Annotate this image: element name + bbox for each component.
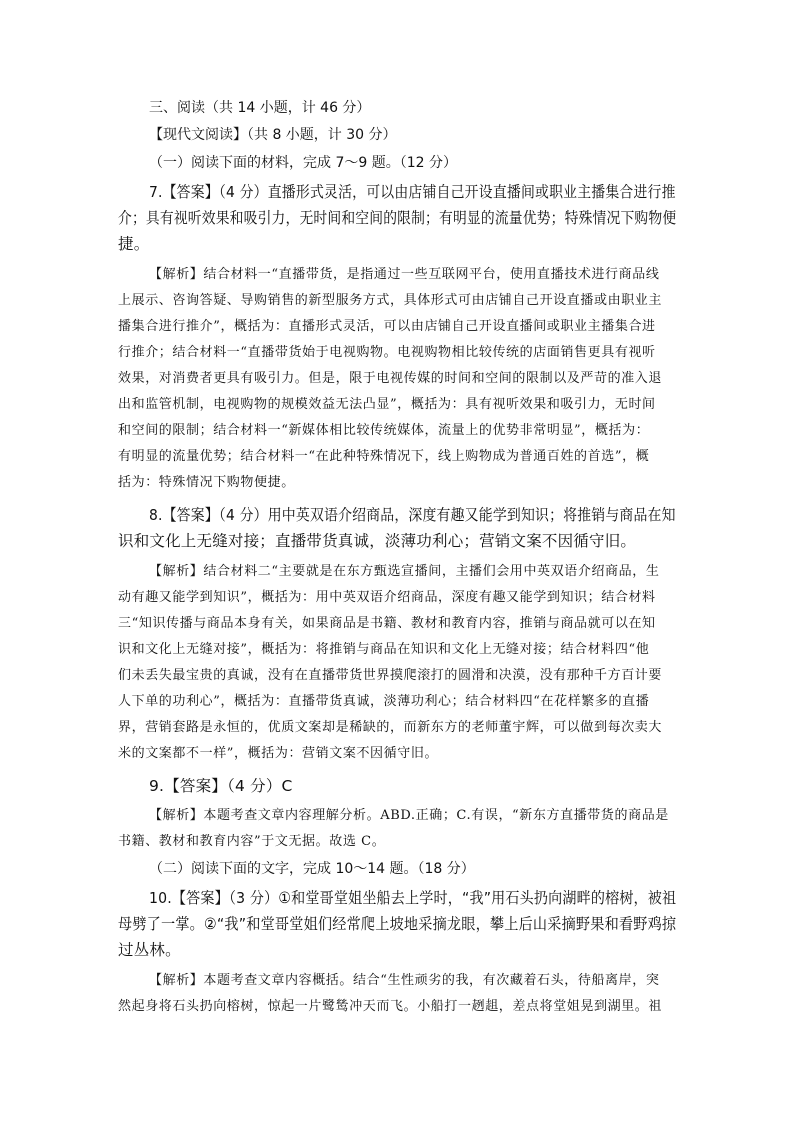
q8-answer-line: 识和文化上无缝对接；直播带货真诚，淡薄功利心；营销文案不因循守旧。 xyxy=(118,532,637,550)
modern-reading-heading: 【现代文阅读】（共 8 小题，计 30 分） xyxy=(149,127,397,143)
q8-analysis-line: 界，营销套路是永恒的，优质文案却是稀缺的，而新东方的老师董宇辉，可以做到每次卖大 xyxy=(118,720,663,735)
q9-answer-line: 9.【答案】（4 分）C xyxy=(149,777,293,795)
q8-analysis-line: 【解析】结合材料二“主要就是在东方甄选宣播间，主播们会用中英双语介绍商品，生 xyxy=(149,564,660,579)
part2-instruction: （二）阅读下面的文字，完成 10～14 题。（18 分） xyxy=(149,861,475,877)
q8-analysis-line: 人下单的功利心”，概括为：直播带货真诚，淡薄功利心；结合材料四“在花样繁多的直播 xyxy=(118,694,650,709)
q7-analysis-line: 播集合进行推介”，概括为：直播形式灵活，可以由店铺自己开设直播间或职业主播集合进 xyxy=(118,319,656,334)
q7-analysis-line: 行推介；结合材料一“直播带货始于电视购物。电视购物相比较传统的店面销售更具有视听 xyxy=(118,345,656,360)
q8-analysis-line: 动有趣又能学到知识”，概括为：用中英双语介绍商品，深度有趣又能学到知识；结合材料 xyxy=(118,590,656,605)
q7-answer-line: 7.【答案】（4 分）直播形式灵活，可以由店铺自己开设直播间或职业主播集合进行推 xyxy=(149,183,676,201)
q10-answer-line: 10.【答案】（3 分）①和堂哥堂姐坐船去上学时，“我”用石头扔向湖畔的榕树，被祖 xyxy=(149,889,677,907)
q8-analysis-line: 米的文案都不一样”，概括为：营销文案不因循守旧。 xyxy=(118,746,439,761)
q9-analysis-line: 【解析】本题考查文章内容理解分析。ABD.正确；C.有误，“新东方直播带货的商品是 xyxy=(149,808,669,823)
q8-analysis-line: 们未丢失最宝贵的真诚，没有在直播带货世界摸爬滚打的圆滑和决漠，没有那种千方百计要 xyxy=(118,668,663,683)
q10-analysis-line: 然起身将石头扔向榕树，惊起一片鹭鸶冲天而飞。小船打一趔趄，差点将堂姐晃到湖里。祖 xyxy=(118,999,663,1014)
q7-analysis-line: 括为：特殊情况下购物便捷。 xyxy=(118,475,295,490)
q10-answer-line: 母劈了一掌。②“我”和堂哥堂姐们经常爬上坡地采摘龙眼，攀上后山采摘野果和看野鸡掠 xyxy=(118,915,677,933)
part1-instruction: （一）阅读下面的材料，完成 7～9 题。（12 分） xyxy=(149,155,457,171)
q8-analysis-line: 三“知识传播与商品本身有关，如果商品是书籍、教材和教育内容，推销与商品就可以在知 xyxy=(118,616,656,631)
q7-analysis-line: 上展示、咨询答疑、导购销售的新型服务方式，具体形式可由店铺自己开设直播或由职业主 xyxy=(118,293,663,308)
q7-analysis-line: 效果，对消费者更具有吸引力。但是，限于电视传媒的时间和空间的限制以及严苛的准入退 xyxy=(118,371,663,386)
q10-answer-line: 过丛林。 xyxy=(118,941,181,959)
section-heading: 三、阅读（共 14 小题，计 46 分） xyxy=(149,100,371,116)
q7-analysis-line: 【解析】结合材料一“直播带货，是指通过一些互联网平台，使用直播技术进行商品线 xyxy=(149,267,660,282)
q7-analysis-line: 和空间的限制；结合材料一“新媒体相比较传统媒体，流量上的优势非常明显”，概括为： xyxy=(118,423,650,438)
q9-analysis-line: 书籍、教材和教育内容”于文无据。故选 C。 xyxy=(118,834,386,849)
q7-answer-line: 捷。 xyxy=(118,235,150,253)
q8-answer-line: 8.【答案】（4 分）用中英双语介绍商品，深度有趣又能学到知识；将推销与商品在知 xyxy=(149,506,676,524)
q7-analysis-line: 出和监管机制，电视购物的规模效益无法凸显”，概括为：具有视听效果和吸引力，无时间 xyxy=(118,397,656,412)
q8-analysis-line: 识和文化上无缝对接”，概括为：将推销与商品在知识和文化上无缝对接；结合材料四“他 xyxy=(118,642,650,657)
q7-analysis-line: 有明显的流量优势；结合材料一“在此种特殊情况下，线上购物成为普通百姓的首选”，概 xyxy=(118,449,650,464)
q7-answer-line: 介；具有视听效果和吸引力，无时间和空间的限制；有明显的流量优势；特殊情况下购物便 xyxy=(118,209,677,227)
q10-analysis-line: 【解析】本题考查文章内容概括。结合“生性顽劣的我，有次藏着石头，待船离岸，突 xyxy=(149,973,660,988)
